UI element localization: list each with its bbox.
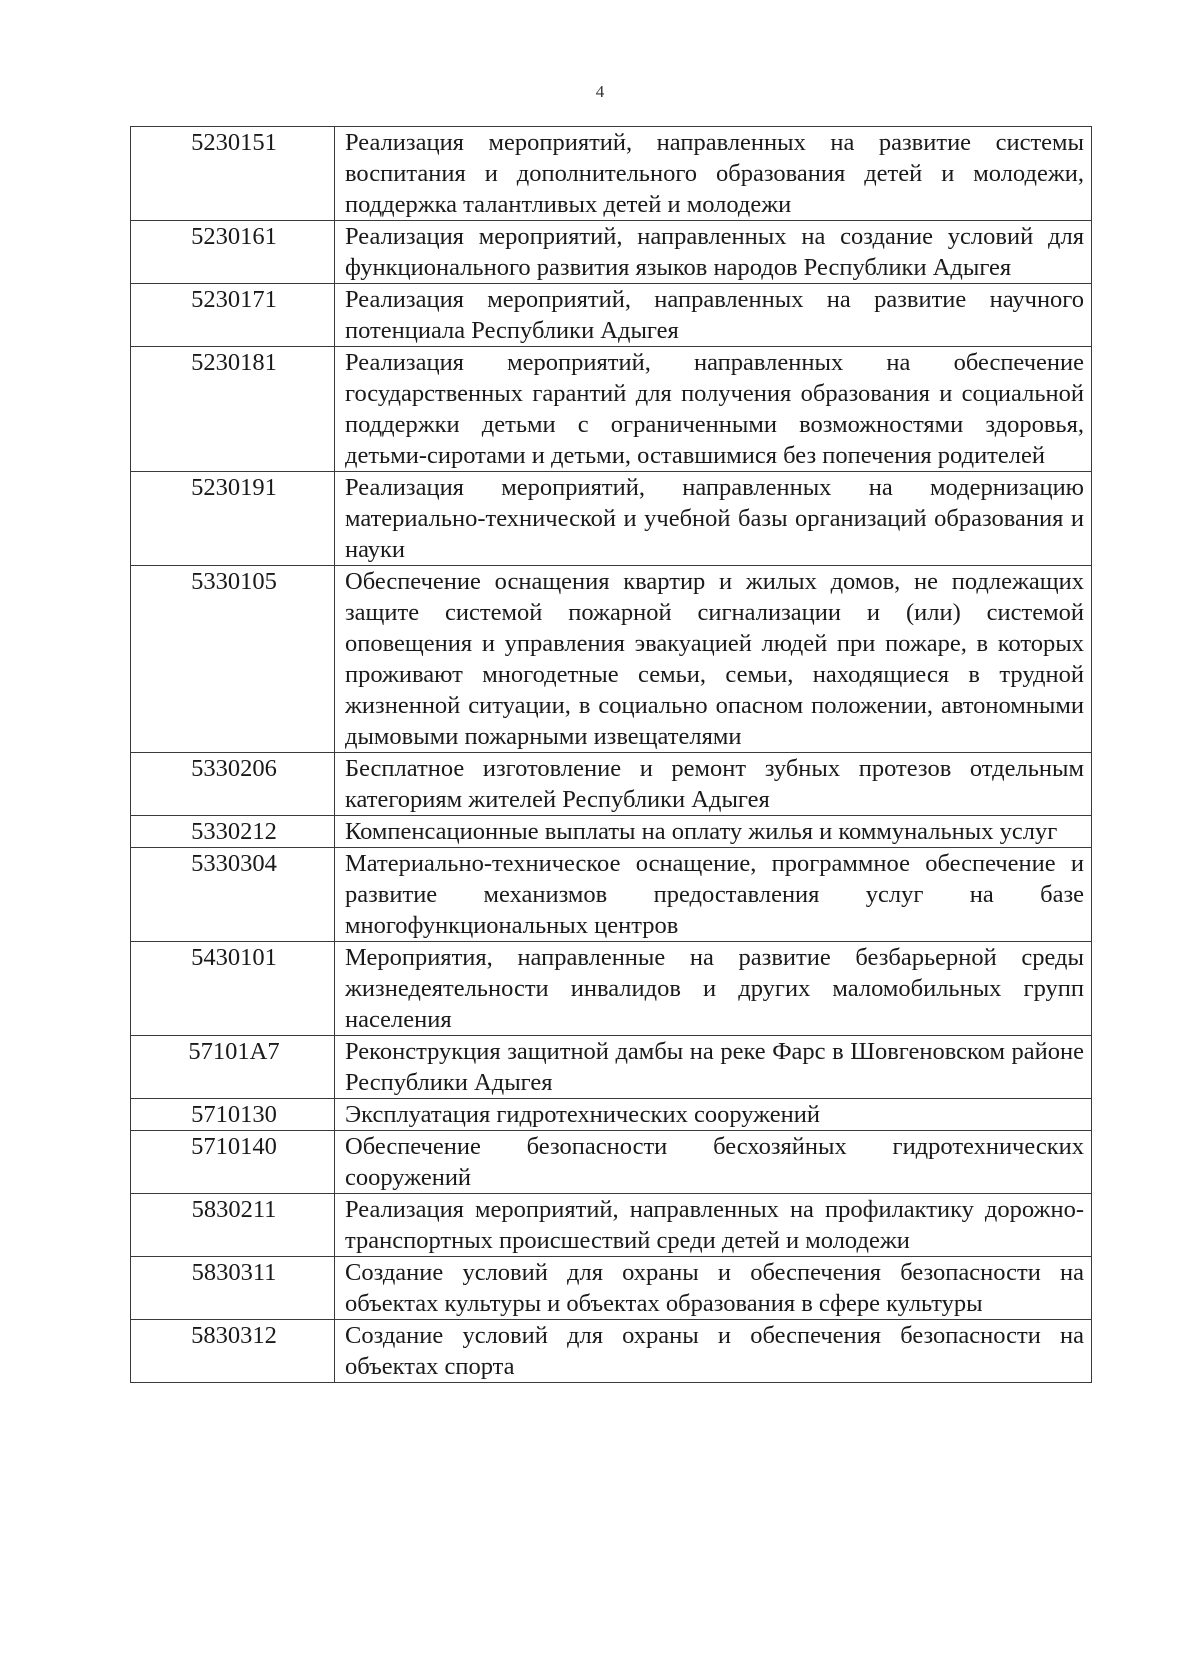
table-row xyxy=(131,347,1092,472)
table-row xyxy=(131,284,1092,347)
row-description: Реализация мероприятий, направленных на обеспечение государственных гарантий для получения образования и социальной поддержки детьми с ограниченными возможностями здоровья, детьми-сиротами и детьми, оставшимися без попечения родителей xyxy=(335,347,1092,472)
row-code: 5830312 xyxy=(131,1320,335,1383)
row-description: Мероприятия, направленные на развитие безбарьерной среды жизнедеятельности инвалидов и других маломобильных групп населения xyxy=(335,942,1092,1036)
table-row xyxy=(131,221,1092,284)
row-description: Эксплуатация гидротехнических сооружений xyxy=(335,1099,1092,1131)
row-description: Создание условий для охраны и обеспечения безопасности на объектах спорта xyxy=(335,1320,1092,1383)
table-row xyxy=(131,1036,1092,1099)
row-code: 5230171 xyxy=(131,284,335,347)
row-description: Обеспечение оснащения квартир и жилых домов, не подлежащих защите системой пожарной сигнализации и (или) системой оповещения и управления эвакуацией людей при пожаре, в которых проживают многодетные семьи, семьи, находящиеся в трудной жизненной ситуации, в социально опасном положении, автономными дымовыми пожарными извещателями xyxy=(335,566,1092,753)
table-row xyxy=(131,753,1092,816)
table-row xyxy=(131,1194,1092,1257)
row-code: 5230151 xyxy=(131,127,335,221)
row-code: 5330105 xyxy=(131,566,335,753)
row-code: 5330212 xyxy=(131,816,335,848)
row-description: Обеспечение безопасности бесхозяйных гидротехнических сооружений xyxy=(335,1131,1092,1194)
row-code: 5430101 xyxy=(131,942,335,1036)
row-code: 5230161 xyxy=(131,221,335,284)
row-description: Реализация мероприятий, направленных на профилактику дорожно-транспортных происшествий среди детей и молодежи xyxy=(335,1194,1092,1257)
table-row xyxy=(131,472,1092,566)
row-description: Материально-техническое оснащение, программное обеспечение и развитие механизмов предоставления услуг на базе многофункциональных центров xyxy=(335,848,1092,942)
table-row xyxy=(131,1257,1092,1320)
page-number: 4 xyxy=(595,82,605,101)
row-code: 5710130 xyxy=(131,1099,335,1131)
row-code: 5830311 xyxy=(131,1257,335,1320)
row-code: 5330304 xyxy=(131,848,335,942)
row-code: 5710140 xyxy=(131,1131,335,1194)
row-description: Реконструкция защитной дамбы на реке Фарс в Шовгеновском районе Республики Адыгея xyxy=(335,1036,1092,1099)
row-description: Бесплатное изготовление и ремонт зубных протезов отдельным категориям жителей Республики Адыгея xyxy=(335,753,1092,816)
table-row xyxy=(131,848,1092,942)
row-code: 5230191 xyxy=(131,472,335,566)
table-row xyxy=(131,127,1092,221)
row-description: Компенсационные выплаты на оплату жилья и коммунальных услуг xyxy=(335,816,1092,848)
table-row xyxy=(131,942,1092,1036)
table-row xyxy=(131,566,1092,753)
table-row xyxy=(131,1131,1092,1194)
row-description: Реализация мероприятий, направленных на создание условий для функционального развития языков народов Республики Адыгея xyxy=(335,221,1092,284)
row-description: Реализация мероприятий, направленных на модернизацию материально-технической и учебной базы организаций образования и науки xyxy=(335,472,1092,566)
row-code: 57101A7 xyxy=(131,1036,335,1099)
row-description: Реализация мероприятий, направленных на развитие системы воспитания и дополнительного образования детей и молодежи, поддержка талантливых детей и молодежи xyxy=(335,127,1092,221)
table-row xyxy=(131,1320,1092,1383)
table-row xyxy=(131,816,1092,848)
row-code: 5230181 xyxy=(131,347,335,472)
budget-code-table xyxy=(130,126,1092,1383)
row-code: 5330206 xyxy=(131,753,335,816)
table-row xyxy=(131,1099,1092,1131)
row-code: 5830211 xyxy=(131,1194,335,1257)
row-description: Создание условий для охраны и обеспечения безопасности на объектах культуры и объектах образования в сфере культуры xyxy=(335,1257,1092,1320)
row-description: Реализация мероприятий, направленных на развитие научного потенциала Республики Адыгея xyxy=(335,284,1092,347)
